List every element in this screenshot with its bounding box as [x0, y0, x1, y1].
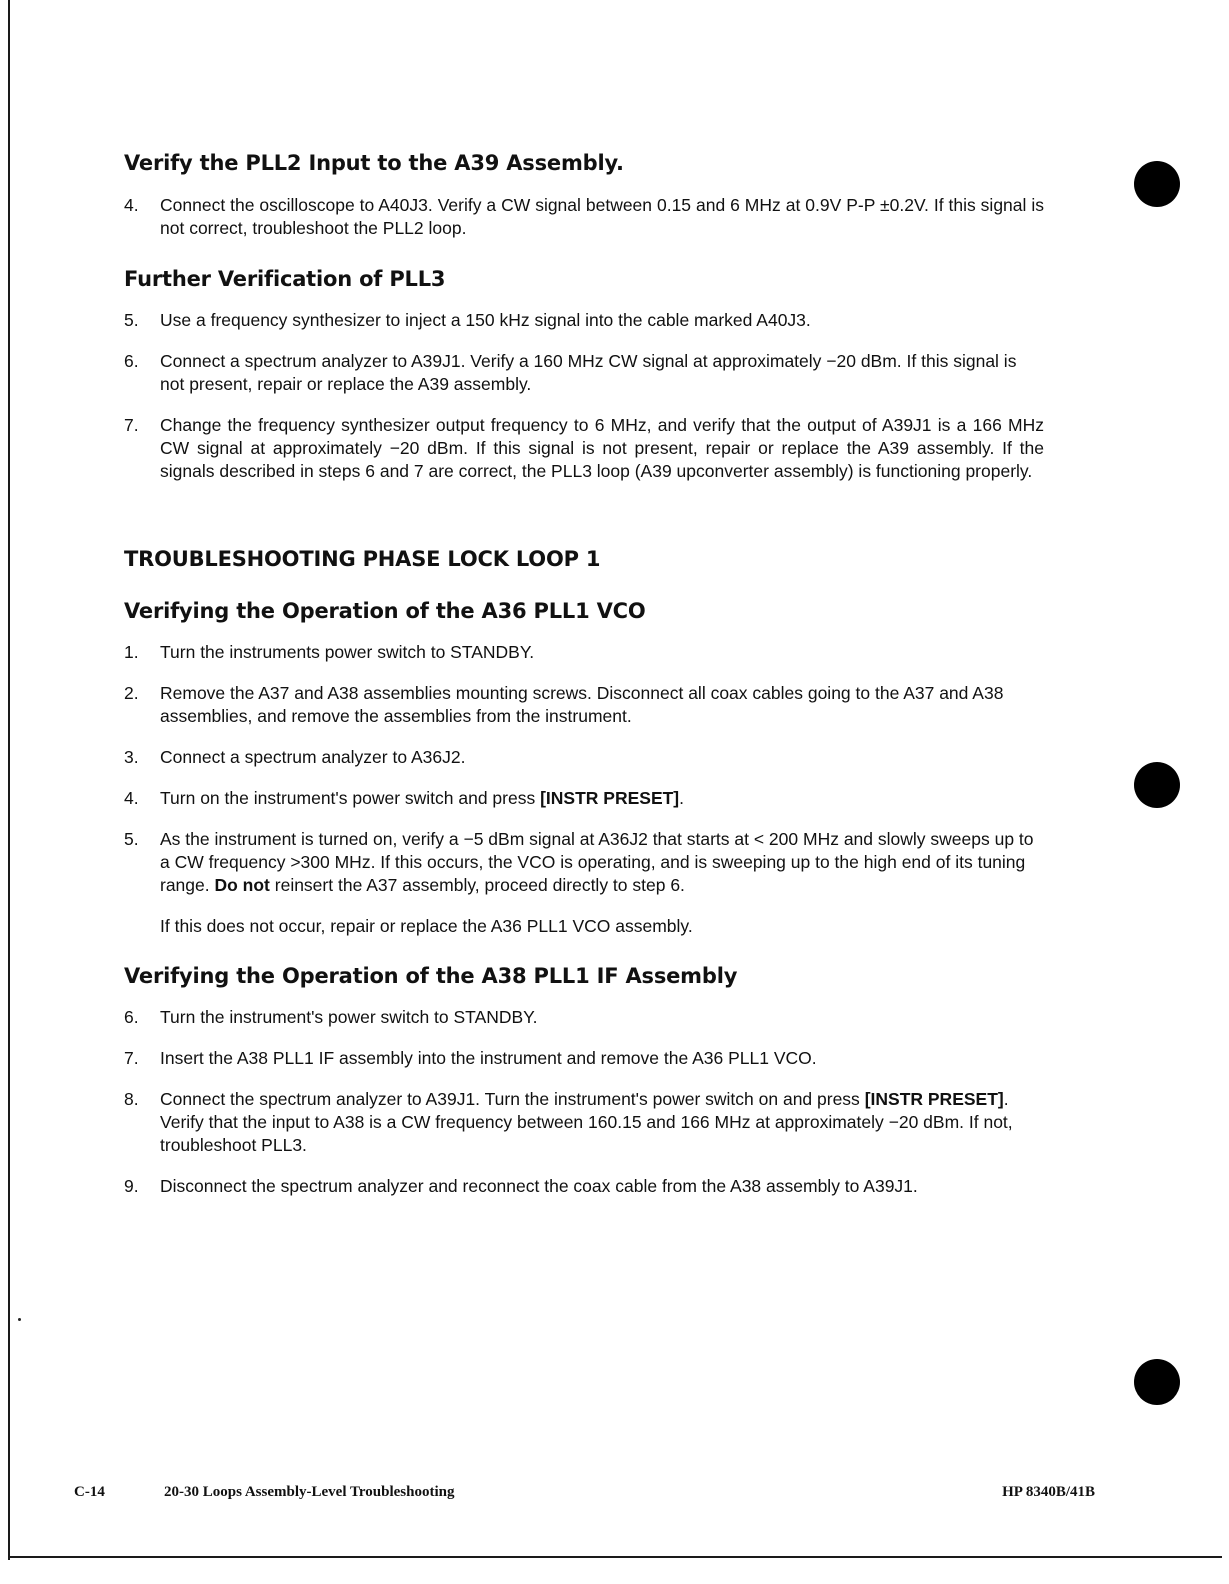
step-text: Remove the A37 and A38 assemblies mounting screws. Disconnect all coax cables going to the A37 and A38 assemblies, and remove the assemblies from the instrument. — [160, 683, 1004, 726]
footer-model: HP 8340B/41B — [1002, 1484, 1095, 1500]
step-item — [124, 1006, 1044, 1029]
step-item — [124, 746, 1044, 769]
step-number: 5. — [124, 829, 139, 849]
step-number: 2. — [124, 683, 139, 703]
step-item — [124, 1047, 1044, 1070]
binder-hole-top — [1134, 161, 1180, 207]
step-note: If this does not occur, repair or replace the A36 PLL1 VCO assembly. — [160, 916, 693, 936]
chapter-heading-pll1: TROUBLESHOOTING PHASE LOCK LOOP 1 — [124, 547, 601, 571]
step-item — [124, 828, 1044, 897]
step-number: 4. — [124, 195, 139, 215]
step-text: Use a frequency synthesizer to inject a 150 kHz signal into the cable marked A40J3. — [160, 310, 811, 330]
step-item — [124, 682, 1044, 728]
step-number: 6. — [124, 1007, 139, 1027]
key-label-instr-preset: [INSTR PRESET] — [864, 1089, 1004, 1109]
step-number: 5. — [124, 310, 139, 330]
step-text: Change the frequency synthesizer output frequency to 6 MHz, and verify that the output of A39J1 is a 166 MHz CW signal at approximately −20 dBm. If this signal is not present, repair or replace the A39 assembly. If the signals described in steps 6 and 7 are correct, the PLL3 loop (A39 upconverter assembly) is functioning properly. — [160, 415, 1044, 481]
step-number: 3. — [124, 747, 139, 767]
step-item — [124, 787, 1044, 810]
step-item — [124, 350, 1044, 396]
step-text: reinsert the A37 assembly, proceed directly to step 6. — [269, 875, 685, 895]
key-label-instr-preset: [INSTR PRESET] — [540, 788, 680, 808]
step-text: As the instrument is turned on, verify a −5 dBm signal at A36J2 that starts at < 200 MHz and slowly sweeps up to a CW frequency >300 MHz. If this occurs, the VCO is operating, and is sweeping up to the high end of its tuning range. — [160, 829, 1034, 895]
step-number: 1. — [124, 642, 139, 662]
step-item — [124, 309, 1044, 332]
step-number: 7. — [124, 1048, 139, 1068]
step-item — [124, 1175, 1044, 1198]
step-text: Connect a spectrum analyzer to A39J1. Verify a 160 MHz CW signal at approximately −20 dBm. If this signal is not present, repair or replace the A39 assembly. — [160, 351, 1017, 394]
section-heading-vco: Verifying the Operation of the A36 PLL1 VCO — [124, 599, 646, 623]
section-heading-pll3: Further Verification of PLL3 — [124, 267, 446, 291]
binder-hole-bottom — [1134, 1359, 1180, 1405]
step-text: Disconnect the spectrum analyzer and reconnect the coax cable from the A38 assembly to A39J1. — [160, 1176, 918, 1196]
footer-section-title: 20-30 Loops Assembly-Level Troubleshooting — [164, 1484, 455, 1500]
step-text: Connect a spectrum analyzer to A36J2. — [160, 747, 466, 767]
step-item — [124, 641, 1044, 664]
step-item — [124, 194, 1044, 240]
step-text: . — [679, 788, 685, 808]
step-number: 8. — [124, 1089, 139, 1109]
scan-speck — [18, 1318, 21, 1321]
step-number: 9. — [124, 1176, 139, 1196]
step-text: Connect the spectrum analyzer to A39J1. Turn the instrument's power switch on and press — [160, 1089, 865, 1109]
step-text: Turn the instrument's power switch to STANDBY. — [160, 1007, 538, 1027]
step-item — [124, 414, 1044, 483]
page-content — [124, 150, 1044, 1198]
section-heading-if: Verifying the Operation of the A38 PLL1 IF Assembly — [124, 964, 738, 988]
binder-hole-middle — [1134, 762, 1180, 808]
emphasis-do-not: Do not — [214, 875, 270, 895]
left-margin-rule — [8, 0, 10, 1560]
bottom-rule — [8, 1556, 1222, 1558]
step-text: . Verify that the input to A38 is a CW frequency between 160.15 and 166 MHz at approximately −20 dBm. If not, troubleshoot PLL3. — [160, 1089, 1013, 1155]
step-text: Insert the A38 PLL1 IF assembly into the instrument and remove the A36 PLL1 VCO. — [160, 1048, 817, 1068]
step-text: Turn the instruments power switch to STANDBY. — [160, 642, 535, 662]
step-number: 4. — [124, 788, 139, 808]
step-item — [124, 1088, 1044, 1157]
step-number: 6. — [124, 351, 139, 371]
step-number: 7. — [124, 415, 139, 435]
footer-page-number: C-14 — [74, 1484, 105, 1500]
step-text: Turn on the instrument's power switch and press — [160, 788, 541, 808]
section-heading-pll2: Verify the PLL2 Input to the A39 Assembly. — [124, 151, 624, 175]
step-text: Connect the oscilloscope to A40J3. Verify a CW signal between 0.15 and 6 MHz at 0.9V P-P ±0.2V. If this signal is not correct, troubleshoot the PLL2 loop. — [160, 195, 1044, 238]
